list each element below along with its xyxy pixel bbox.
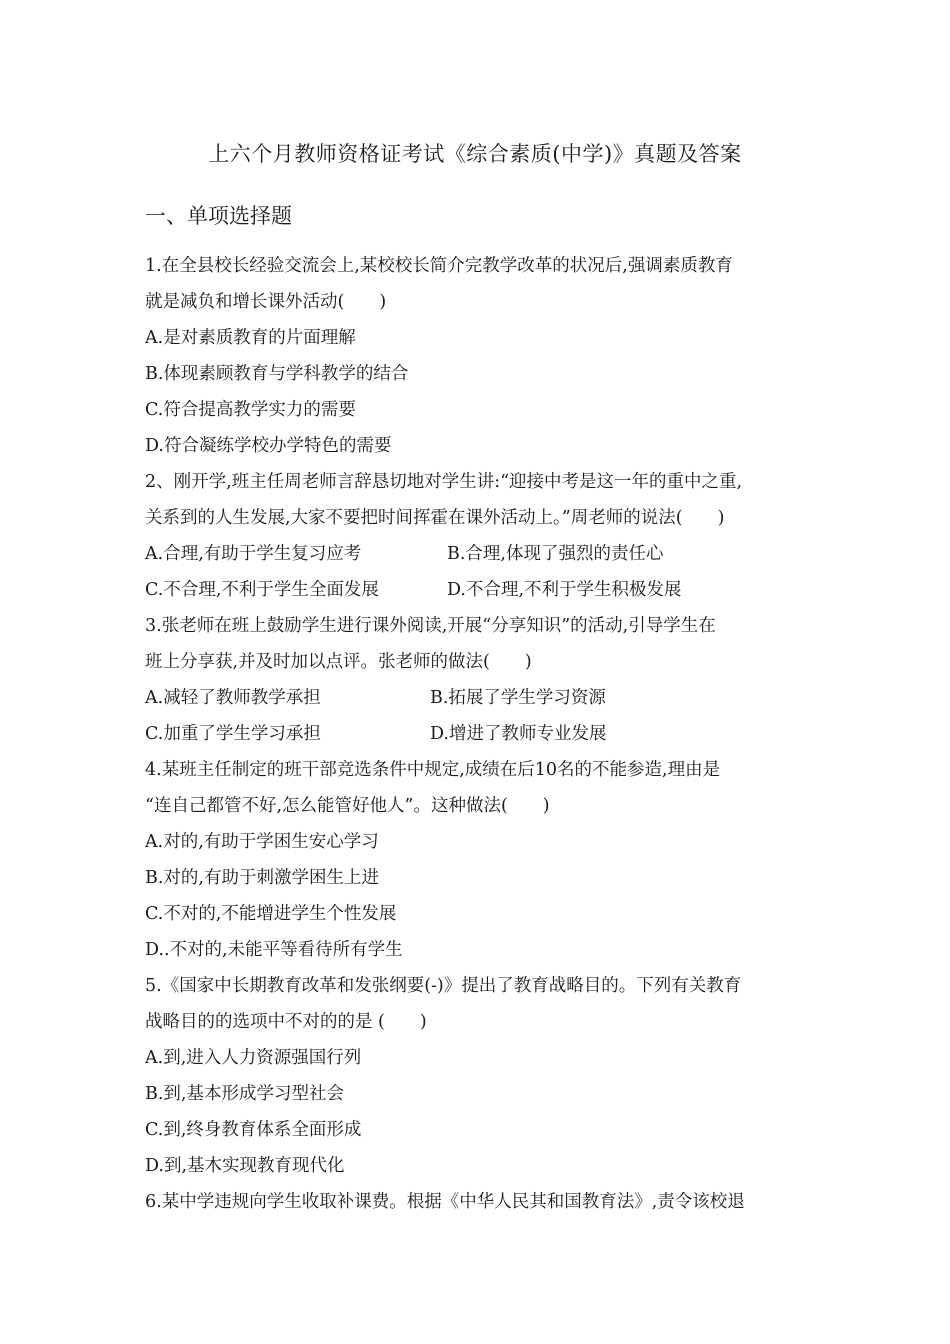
- question-stem-cont: 班上分享获,并及时加以点评。张老师的做法( ): [145, 652, 532, 672]
- option-row: [145, 680, 815, 716]
- question-list: [145, 248, 815, 1220]
- question-1: [145, 248, 815, 464]
- option-a: A.减轻了教师教学承担: [145, 688, 321, 708]
- section-heading: 一、单项选择题: [145, 204, 292, 228]
- option-b: B.合理,体现了强烈的责任心: [447, 544, 664, 564]
- question-2: [145, 464, 815, 608]
- option-a: A.合理,有助于学生复习应考: [145, 544, 362, 564]
- question-stem: 4.某班主任制定的班干部竞选条件中规定,成绩在后10名的不能参造,理由是: [145, 760, 721, 780]
- option-a: A.到,进入人力资源强国行列: [145, 1048, 362, 1068]
- option-c: C.符合提高教学实力的需要: [145, 400, 356, 420]
- option-b: B.拓展了学生学习资源: [430, 688, 606, 708]
- question-stem: 5.《国家中长期教育改革和发张纲要(-)》提出了教育战略目的。下列有关教育: [145, 976, 742, 996]
- question-stem: 2、刚开学,班主任周老师言辞恳切地对学生讲:“迎接中考是这一年的重中之重,: [145, 472, 743, 492]
- question-4: [145, 752, 815, 968]
- option-c: C.加重了学生学习承担: [145, 724, 321, 744]
- option-d: D.增进了教师专业发展: [430, 724, 607, 744]
- question-stem-cont: 战略目的的选项中不对的的是 ( ): [145, 1012, 427, 1032]
- question-stem-cont: “连自己都管不好,怎么能管好他人”。这种做法( ): [145, 796, 550, 816]
- option-a: A.对的,有助于学困生安心学习: [145, 832, 379, 852]
- question-stem-cont: 关系到的人生发展,大家不要把时间挥霍在课外活动上。”周老师的说法( ): [145, 508, 725, 528]
- option-row: [145, 572, 815, 608]
- question-stem: 6.某中学违规向学生收取补课费。根据《中华人民其和国教育法》,责令该校退: [145, 1192, 745, 1212]
- question-3: [145, 608, 815, 752]
- option-b: B.到,基本形成学习型社会: [145, 1084, 344, 1104]
- question-stem: 3.张老师在班上鼓励学生进行课外阅读,开展“分享知识”的活动,引导学生在: [145, 616, 716, 636]
- option-row: [145, 716, 815, 752]
- question-5: [145, 968, 815, 1184]
- question-stem-cont: 就是减负和增长课外活动( ): [145, 292, 387, 312]
- question-6: [145, 1184, 815, 1220]
- option-d: D.到,基木实现教育现代化: [145, 1156, 345, 1176]
- option-c: C.不对的,不能增进学生个性发展: [145, 904, 397, 924]
- option-d: D.不合理,不利于学生积极发展: [447, 580, 682, 600]
- option-d: D..不对的,未能平等看待所有学生: [145, 940, 403, 960]
- question-stem: 1.在全县校长经验交流会上,某校校长简介完教学改革的状况后,强调素质教育: [145, 256, 733, 276]
- option-b: B.体现素顾教育与学科教学的结合: [145, 364, 409, 384]
- option-row: [145, 536, 815, 572]
- option-d: D.符合凝练学校办学特色的需要: [145, 436, 392, 456]
- document-title: 上六个月教师资格证考试《综合素质(中学)》真题及答案: [208, 142, 742, 166]
- option-c: C.不合理,不利于学生全面发展: [145, 580, 379, 600]
- option-c: C.到,终身教育体系全面形成: [145, 1120, 362, 1140]
- option-a: A.是对素质教育的片面理解: [145, 328, 356, 348]
- option-b: B.对的,有助于刺激学困生上进: [145, 868, 379, 888]
